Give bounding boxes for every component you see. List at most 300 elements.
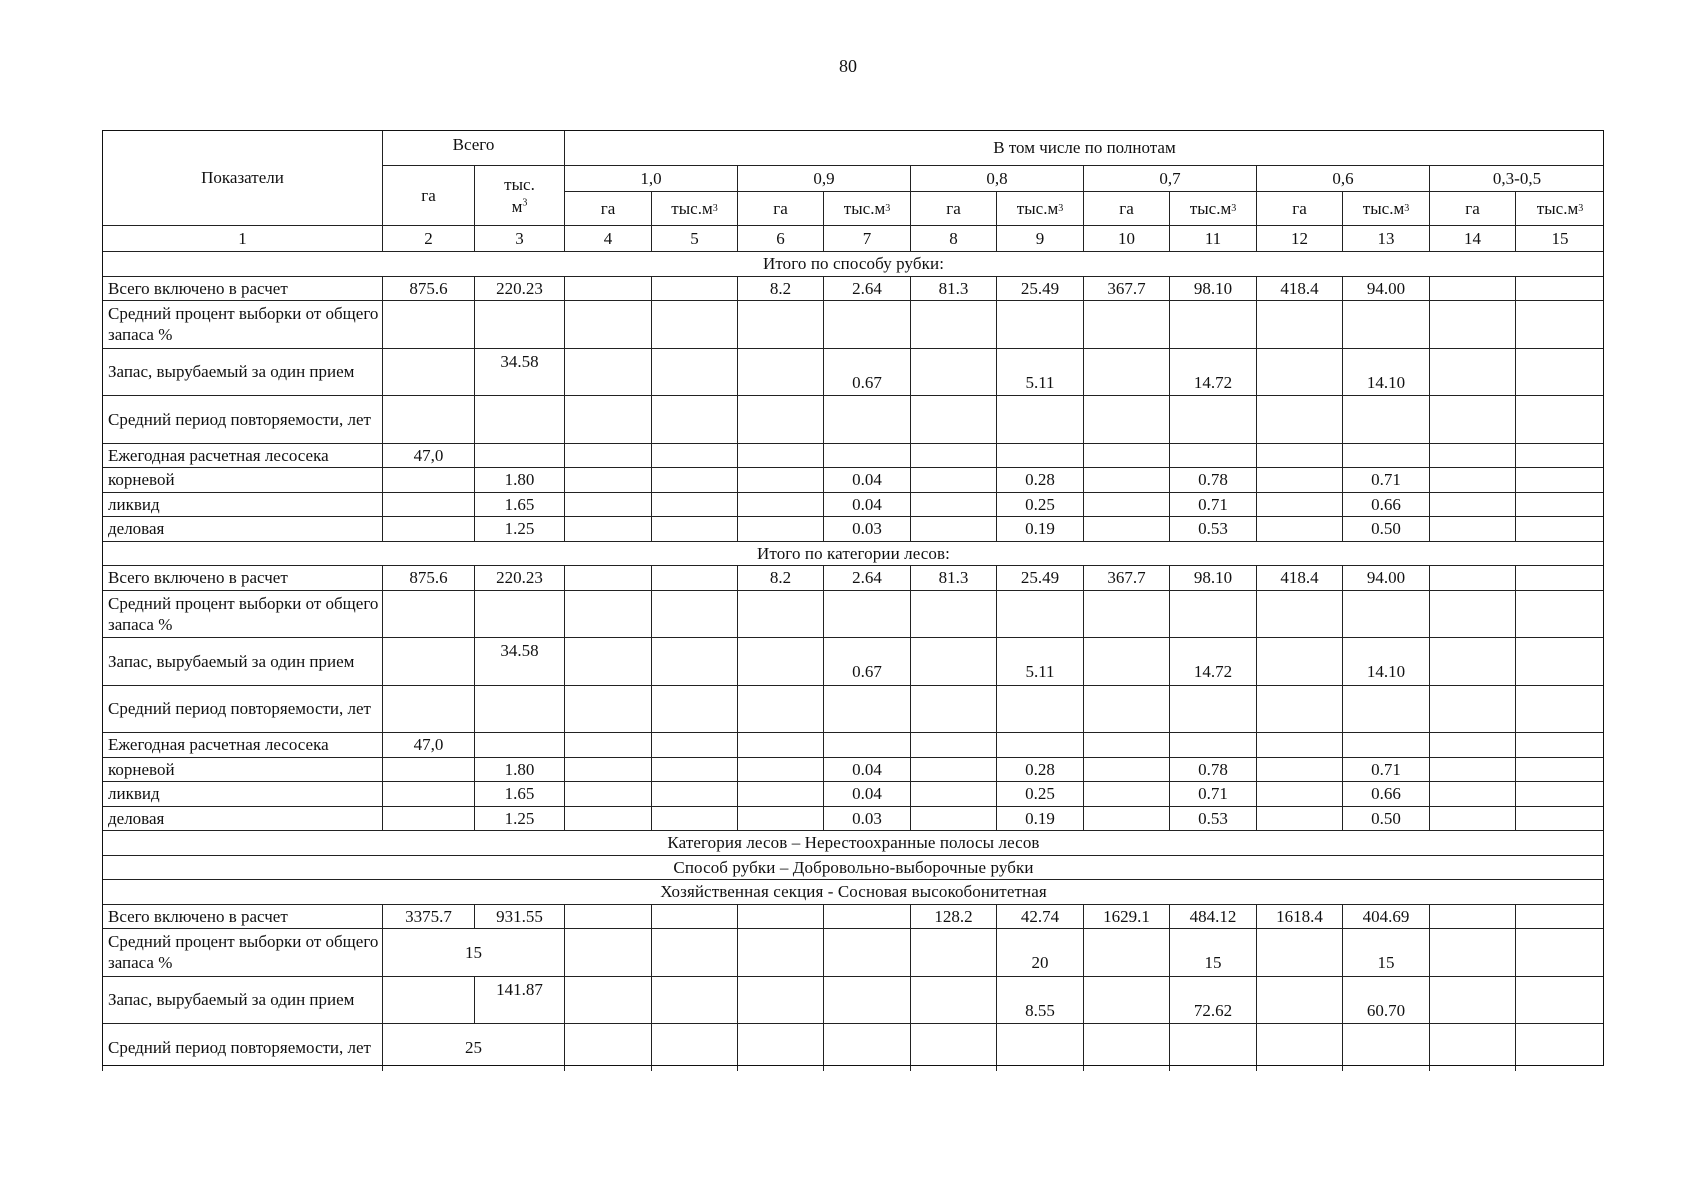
cell-col-6 [737, 348, 823, 396]
cell-col-14 [1429, 757, 1515, 782]
cell-col-7 [823, 732, 910, 757]
column-number-15: 15 [1515, 225, 1604, 251]
row-label: Всего включено в расчет [102, 904, 382, 929]
cell-col-2 [382, 806, 474, 831]
total-thous-m3-header: тыс. $м^3$ [474, 165, 564, 225]
cell-col-3 [474, 732, 564, 757]
cell-col-9 [996, 590, 1083, 638]
cell-col-11: 72.62 [1169, 976, 1256, 1024]
cell-col-4 [564, 781, 651, 806]
cell-col-10 [1083, 685, 1169, 733]
cell-col-5 [651, 685, 737, 733]
cell-col-13 [1342, 1023, 1429, 1071]
cell-col-8 [910, 637, 996, 685]
density-header-5: 0,3-0,5 [1429, 165, 1604, 191]
cell-col-7 [823, 1023, 910, 1071]
cell-col-9: 0.19 [996, 516, 1083, 541]
cell-col-15 [1515, 806, 1604, 831]
column-number-8: 8 [910, 225, 996, 251]
by-density-header: В том числе по полнотам [564, 130, 1604, 165]
cell-col-8 [910, 492, 996, 517]
cell-col-3 [474, 395, 564, 443]
cell-col-3 [474, 300, 564, 348]
cell-col-4 [564, 928, 651, 976]
cell-col-3: 1.80 [474, 467, 564, 492]
cell-col-12 [1256, 637, 1342, 685]
cell-col-6 [737, 904, 823, 929]
cell-col-12: 418.4 [1256, 276, 1342, 301]
cell-col-3 [474, 443, 564, 468]
cell-col-2 [382, 492, 474, 517]
cell-col-8 [910, 928, 996, 976]
cell-col-9: 0.28 [996, 757, 1083, 782]
cell-col-7: 0.04 [823, 492, 910, 517]
cell-col-12 [1256, 781, 1342, 806]
cell-col-2: 3375.7 [382, 904, 474, 929]
cell-col-15 [1515, 443, 1604, 468]
cell-col-15 [1515, 276, 1604, 301]
density-header-2: 0,8 [910, 165, 1083, 191]
cell-col-14 [1429, 928, 1515, 976]
density-ga-header-4: га [1256, 191, 1342, 225]
cell-col-12 [1256, 467, 1342, 492]
cell-col-2 [382, 637, 474, 685]
cell-total-merged: 15 [382, 928, 564, 976]
cell-col-14 [1429, 637, 1515, 685]
cell-col-8 [910, 976, 996, 1024]
cell-col-14 [1429, 443, 1515, 468]
cell-col-6 [737, 806, 823, 831]
row-label: Ежегодная расчетная лесосека [102, 732, 382, 757]
cell-col-9: 25.49 [996, 276, 1083, 301]
cell-col-5 [651, 348, 737, 396]
cell-col-15 [1515, 300, 1604, 348]
cell-col-13: 14.10 [1342, 348, 1429, 396]
cell-col-6 [737, 637, 823, 685]
cell-col-4 [564, 443, 651, 468]
cell-col-5 [651, 565, 737, 590]
cell-col-15 [1515, 904, 1604, 929]
row-label: корневой [102, 757, 382, 782]
cell-col-9 [996, 732, 1083, 757]
cell-col-6 [737, 757, 823, 782]
cell-col-10 [1083, 443, 1169, 468]
cell-col-8 [910, 300, 996, 348]
cell-col-5 [651, 590, 737, 638]
cell-col-2 [382, 395, 474, 443]
cell-col-8 [910, 348, 996, 396]
cell-col-5 [651, 492, 737, 517]
cell-col-5 [651, 757, 737, 782]
cell-col-15 [1515, 1023, 1604, 1071]
section-row: Способ рубки – Добровольно-выборочные рубки [102, 855, 1604, 880]
cell-col-12 [1256, 590, 1342, 638]
column-number-3: 3 [474, 225, 564, 251]
cell-col-2 [382, 976, 474, 1024]
cell-col-7: 0.67 [823, 637, 910, 685]
cell-col-9: 0.25 [996, 781, 1083, 806]
section-row: Категория лесов – Нерестоохранные полосы лесов [102, 830, 1604, 855]
column-number-11: 11 [1169, 225, 1256, 251]
density-thous-m3-header-3: тыс.м 3 [1169, 191, 1256, 225]
cell-col-8: 128.2 [910, 904, 996, 929]
cell-col-13 [1342, 685, 1429, 733]
cell-col-14 [1429, 590, 1515, 638]
row-label: Средний процент выборки от общего запаса % [102, 928, 382, 976]
cell-col-9: 42.74 [996, 904, 1083, 929]
cell-col-9 [996, 300, 1083, 348]
density-header-1: 0,9 [737, 165, 910, 191]
cell-col-2 [382, 516, 474, 541]
cell-col-9: 0.19 [996, 806, 1083, 831]
column-number-5: 5 [651, 225, 737, 251]
cell-col-5 [651, 276, 737, 301]
cell-col-12 [1256, 685, 1342, 733]
cell-col-9 [996, 1023, 1083, 1071]
cell-col-7: 0.03 [823, 806, 910, 831]
cell-col-6: 8.2 [737, 276, 823, 301]
density-ga-header-1: га [737, 191, 823, 225]
cell-col-13: 60.70 [1342, 976, 1429, 1024]
cell-col-9: 5.11 [996, 637, 1083, 685]
cell-col-13: 14.10 [1342, 637, 1429, 685]
cell-col-15 [1515, 467, 1604, 492]
cell-col-4 [564, 395, 651, 443]
column-number-2: 2 [382, 225, 474, 251]
cell-col-6 [737, 467, 823, 492]
cell-col-3: 141.87 [474, 976, 564, 1024]
cell-col-5 [651, 781, 737, 806]
cell-col-9 [996, 443, 1083, 468]
cell-col-13: 0.71 [1342, 757, 1429, 782]
cell-col-4 [564, 904, 651, 929]
cell-col-5 [651, 806, 737, 831]
cell-col-15 [1515, 757, 1604, 782]
cell-col-8 [910, 732, 996, 757]
cell-col-13: 0.71 [1342, 467, 1429, 492]
cell-col-13 [1342, 590, 1429, 638]
cell-col-4 [564, 637, 651, 685]
row-label: Средний процент выборки от общего запаса % [102, 300, 382, 348]
cell-col-11: 0.78 [1169, 757, 1256, 782]
cell-col-4 [564, 300, 651, 348]
cell-col-2 [382, 590, 474, 638]
cell-col-13: 0.50 [1342, 516, 1429, 541]
cell-col-10 [1083, 732, 1169, 757]
cell-col-6 [737, 300, 823, 348]
cell-col-8: 81.3 [910, 276, 996, 301]
cell-col-8 [910, 516, 996, 541]
density-header-3: 0,7 [1083, 165, 1256, 191]
density-ga-header-5: га [1429, 191, 1515, 225]
cell-col-6 [737, 395, 823, 443]
cell-col-9 [996, 685, 1083, 733]
cell-col-10 [1083, 492, 1169, 517]
cell-col-5 [651, 443, 737, 468]
section-row: Хозяйственная секция - Сосновая высокобонитетная [102, 879, 1604, 904]
cell-col-4 [564, 685, 651, 733]
cell-col-7 [823, 300, 910, 348]
cell-col-6 [737, 1023, 823, 1071]
density-header-4: 0,6 [1256, 165, 1429, 191]
cell-col-13: 0.50 [1342, 806, 1429, 831]
cell-col-3: 34.58 [474, 637, 564, 685]
column-number-12: 12 [1256, 225, 1342, 251]
cell-col-4 [564, 565, 651, 590]
cell-col-5 [651, 300, 737, 348]
cell-col-5 [651, 904, 737, 929]
cell-col-7: 2.64 [823, 276, 910, 301]
row-label: корневой [102, 467, 382, 492]
cell-col-4 [564, 806, 651, 831]
cell-col-13: 94.00 [1342, 276, 1429, 301]
cell-col-10 [1083, 590, 1169, 638]
cell-total-merged: 25 [382, 1023, 564, 1071]
cell-col-13 [1342, 732, 1429, 757]
cell-col-10: 367.7 [1083, 565, 1169, 590]
cell-col-2 [382, 300, 474, 348]
cell-col-15 [1515, 928, 1604, 976]
row-label: ликвид [102, 492, 382, 517]
cell-col-14 [1429, 806, 1515, 831]
cell-col-4 [564, 516, 651, 541]
cell-col-11 [1169, 1023, 1256, 1071]
cell-col-6 [737, 732, 823, 757]
cell-col-6: 8.2 [737, 565, 823, 590]
cell-col-4 [564, 348, 651, 396]
cell-col-13: 404.69 [1342, 904, 1429, 929]
column-number-1: 1 [102, 225, 382, 251]
cell-col-10: 1629.1 [1083, 904, 1169, 929]
cell-col-13: 94.00 [1342, 565, 1429, 590]
cell-col-8 [910, 443, 996, 468]
cell-col-12 [1256, 348, 1342, 396]
cell-col-11: 0.71 [1169, 492, 1256, 517]
cell-col-5 [651, 395, 737, 443]
cell-col-15 [1515, 732, 1604, 757]
cell-col-12 [1256, 1023, 1342, 1071]
cell-col-12 [1256, 443, 1342, 468]
cell-col-12 [1256, 928, 1342, 976]
density-ga-header-0: га [564, 191, 651, 225]
cell-col-3: 1.25 [474, 516, 564, 541]
column-number-4: 4 [564, 225, 651, 251]
cell-col-11: 14.72 [1169, 637, 1256, 685]
cell-col-11 [1169, 300, 1256, 348]
density-thous-m3-header-5: тыс.м 3 [1515, 191, 1604, 225]
cell-col-3 [474, 590, 564, 638]
cell-col-3: 1.65 [474, 781, 564, 806]
cell-col-9: 25.49 [996, 565, 1083, 590]
cell-col-14 [1429, 348, 1515, 396]
cell-col-11: 0.53 [1169, 516, 1256, 541]
cell-col-5 [651, 467, 737, 492]
row-label: деловая [102, 806, 382, 831]
cell-col-10 [1083, 300, 1169, 348]
cell-col-13: 0.66 [1342, 492, 1429, 517]
density-ga-header-3: га [1083, 191, 1169, 225]
cell-col-15 [1515, 395, 1604, 443]
cell-col-4 [564, 732, 651, 757]
cell-col-11: 484.12 [1169, 904, 1256, 929]
cell-col-15 [1515, 492, 1604, 517]
cell-col-7: 0.04 [823, 467, 910, 492]
cell-col-15 [1515, 781, 1604, 806]
row-label: Ежегодная расчетная лесосека [102, 443, 382, 468]
cell-col-6 [737, 590, 823, 638]
column-number-9: 9 [996, 225, 1083, 251]
indicators-header: Показатели [102, 130, 382, 225]
cell-col-3: 1.25 [474, 806, 564, 831]
cell-col-15 [1515, 565, 1604, 590]
cell-col-14 [1429, 904, 1515, 929]
cell-col-2: 47,0 [382, 732, 474, 757]
cell-col-7 [823, 443, 910, 468]
row-label: деловая [102, 516, 382, 541]
cell-col-11 [1169, 443, 1256, 468]
cell-col-10 [1083, 976, 1169, 1024]
density-ga-header-2: га [910, 191, 996, 225]
cell-col-3: 1.65 [474, 492, 564, 517]
cell-col-11: 0.71 [1169, 781, 1256, 806]
row-label: Запас, вырубаемый за один прием [102, 637, 382, 685]
cell-col-4 [564, 757, 651, 782]
cell-col-5 [651, 928, 737, 976]
cell-col-4 [564, 276, 651, 301]
cell-col-4 [564, 590, 651, 638]
cell-col-14 [1429, 565, 1515, 590]
column-number-7: 7 [823, 225, 910, 251]
cell-col-14 [1429, 685, 1515, 733]
cell-col-10 [1083, 806, 1169, 831]
row-label: Всего включено в расчет [102, 565, 382, 590]
cell-col-2: 875.6 [382, 565, 474, 590]
cell-col-11 [1169, 685, 1256, 733]
density-header-0: 1,0 [564, 165, 737, 191]
cell-col-8 [910, 590, 996, 638]
cell-col-8: 81.3 [910, 565, 996, 590]
density-thous-m3-header-2: тыс.м 3 [996, 191, 1083, 225]
cell-col-7 [823, 976, 910, 1024]
cell-col-8 [910, 806, 996, 831]
cell-col-9: 20 [996, 928, 1083, 976]
cell-col-11: 0.78 [1169, 467, 1256, 492]
cell-col-15 [1515, 348, 1604, 396]
cell-col-6 [737, 976, 823, 1024]
cell-col-2: 47,0 [382, 443, 474, 468]
cell-col-12: 418.4 [1256, 565, 1342, 590]
cell-col-10: 367.7 [1083, 276, 1169, 301]
cell-col-10 [1083, 348, 1169, 396]
cell-col-8 [910, 781, 996, 806]
cell-col-12 [1256, 516, 1342, 541]
cell-col-12 [1256, 806, 1342, 831]
cell-col-5 [651, 732, 737, 757]
row-label: Всего включено в расчет [102, 276, 382, 301]
cell-col-2 [382, 467, 474, 492]
cell-col-11: 98.10 [1169, 565, 1256, 590]
cell-col-7 [823, 395, 910, 443]
cell-col-14 [1429, 781, 1515, 806]
cell-col-11 [1169, 395, 1256, 443]
cell-col-3: 34.58 [474, 348, 564, 396]
cell-col-7: 0.04 [823, 781, 910, 806]
cell-col-12 [1256, 757, 1342, 782]
cell-col-4 [564, 1023, 651, 1071]
cell-col-3: 220.23 [474, 276, 564, 301]
cell-col-7: 0.04 [823, 757, 910, 782]
row-label: Запас, вырубаемый за один прием [102, 348, 382, 396]
cell-col-9: 0.28 [996, 467, 1083, 492]
cell-col-15 [1515, 637, 1604, 685]
cell-col-6 [737, 443, 823, 468]
cell-col-15 [1515, 590, 1604, 638]
cell-col-6 [737, 492, 823, 517]
cell-col-11 [1169, 732, 1256, 757]
row-label: Средний процент выборки от общего запаса % [102, 590, 382, 638]
cell-col-10 [1083, 928, 1169, 976]
row-label: Средний период повторяемости, лет [102, 395, 382, 443]
cell-col-2 [382, 781, 474, 806]
density-thous-m3-header-0: тыс.м 3 [651, 191, 737, 225]
cell-col-6 [737, 781, 823, 806]
cell-col-9 [996, 395, 1083, 443]
cell-col-13: 0.66 [1342, 781, 1429, 806]
row-label: Запас, вырубаемый за один прием [102, 976, 382, 1024]
cell-col-10 [1083, 637, 1169, 685]
cell-col-11 [1169, 590, 1256, 638]
cell-col-8 [910, 685, 996, 733]
cell-col-6 [737, 928, 823, 976]
cell-col-7: 2.64 [823, 565, 910, 590]
cell-col-12 [1256, 976, 1342, 1024]
total-header: Всего [382, 130, 564, 165]
cell-col-10 [1083, 516, 1169, 541]
cell-col-10 [1083, 781, 1169, 806]
cell-col-13: 15 [1342, 928, 1429, 976]
cell-col-4 [564, 976, 651, 1024]
cell-col-10 [1083, 757, 1169, 782]
cell-col-3: 1.80 [474, 757, 564, 782]
cell-col-7: 0.03 [823, 516, 910, 541]
cell-col-6 [737, 516, 823, 541]
cell-col-13 [1342, 443, 1429, 468]
cell-col-2 [382, 685, 474, 733]
forest-statistics-table [102, 130, 1604, 1066]
cell-col-4 [564, 467, 651, 492]
section-row: Итого по способу рубки: [102, 251, 1604, 276]
row-label: Средний период повторяемости, лет [102, 685, 382, 733]
column-number-14: 14 [1429, 225, 1515, 251]
cell-col-9: 8.55 [996, 976, 1083, 1024]
cell-col-10 [1083, 467, 1169, 492]
cell-col-12: 1618.4 [1256, 904, 1342, 929]
cell-col-14 [1429, 732, 1515, 757]
cell-col-5 [651, 637, 737, 685]
cell-col-11: 15 [1169, 928, 1256, 976]
cell-col-14 [1429, 276, 1515, 301]
cell-col-5 [651, 976, 737, 1024]
cell-col-13 [1342, 300, 1429, 348]
cell-col-3 [474, 685, 564, 733]
cell-col-15 [1515, 685, 1604, 733]
cell-col-14 [1429, 516, 1515, 541]
cell-col-3: 931.55 [474, 904, 564, 929]
cell-col-9: 0.25 [996, 492, 1083, 517]
cell-col-6 [737, 685, 823, 733]
cell-col-14 [1429, 976, 1515, 1024]
cell-col-10 [1083, 1023, 1169, 1071]
